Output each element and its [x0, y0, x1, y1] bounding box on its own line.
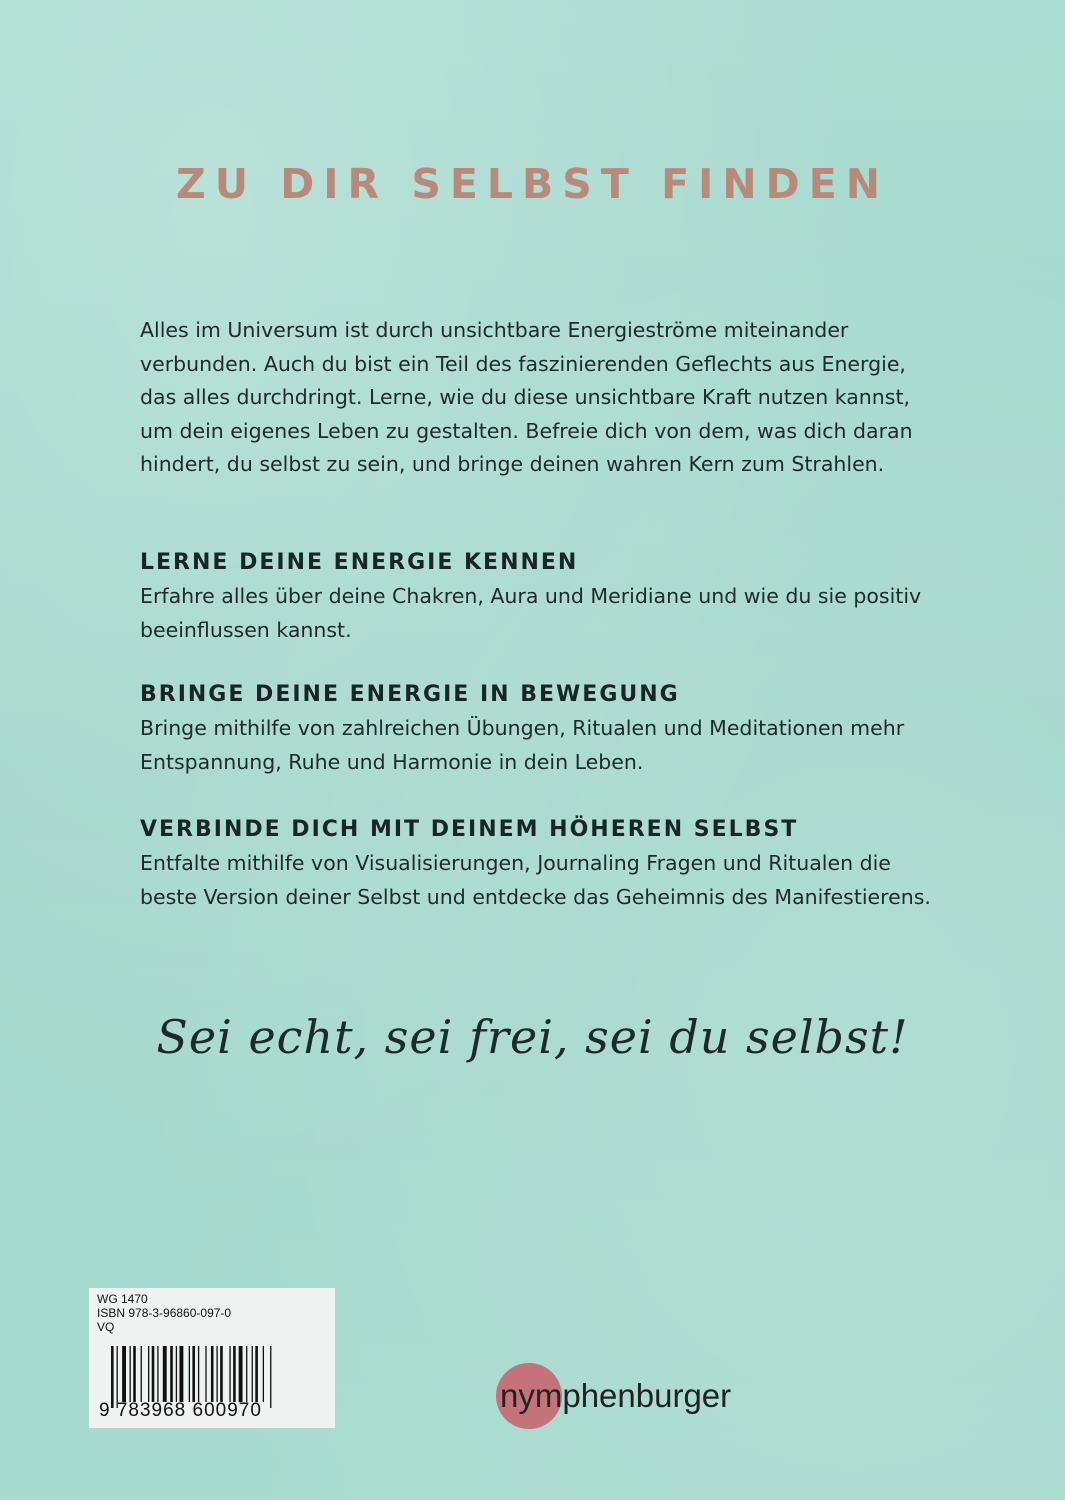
barcode-bars — [109, 1346, 319, 1408]
publisher-logo — [494, 1363, 794, 1433]
section-text: Bringe mithilfe von zahlreichen Übungen, Ritualen und Meditationen mehr Entspannung, Ruhe und Harmonie in dein Leben. — [140, 716, 905, 774]
barcode-code: VQ — [97, 1320, 115, 1334]
section-heading: BRINGE DEINE ENERGIE IN BEWEGUNG — [140, 682, 680, 707]
barcode-digits: 9 783968 600970 — [99, 1400, 262, 1421]
section-heading: VERBINDE DICH MIT DEINEM HÖHEREN SELBST — [140, 817, 799, 842]
section-higher-self — [140, 813, 940, 914]
barcode-wg: WG 1470 — [97, 1292, 148, 1306]
section-text: Erfahre alles über deine Chakren, Aura und Meridiane und wie du sie positiv beeinflussen kannst. — [140, 584, 922, 642]
section-text: Entfalte mithilfe von Visualisierungen, Journaling Fragen und Ritualen die beste Version deiner Selbst und entdecke das Geheimnis des Manifestierens. — [140, 851, 931, 909]
motto-script: Sei echt, sei frei, sei du selbst! — [156, 1010, 909, 1064]
barcode-isbn: ISBN 978-3-96860-097-0 — [97, 1306, 232, 1320]
section-know-energy — [140, 546, 940, 647]
intro-paragraph: Alles im Universum ist durch unsichtbare Energieströme miteinander verbunden. Auch du bist ein Teil des faszinierenden Geflechts aus Energie, das alles durchdringt. Lerne, wie du diese unsichtbare Kraft nutzen kannst, um dein eigenes Leben zu gestalten. Befreie dich von dem, was dich daran hindert, du selbst zu sein, und bringe deinen wahren Kern zum Strahlen. — [140, 318, 913, 476]
barcode-label — [89, 1288, 335, 1428]
section-move-energy — [140, 678, 940, 779]
publisher-name: nymphenburger — [500, 1377, 732, 1414]
cover-title: ZU DIR SELBST FINDEN — [175, 160, 890, 208]
section-heading: LERNE DEINE ENERGIE KENNEN — [140, 550, 579, 575]
